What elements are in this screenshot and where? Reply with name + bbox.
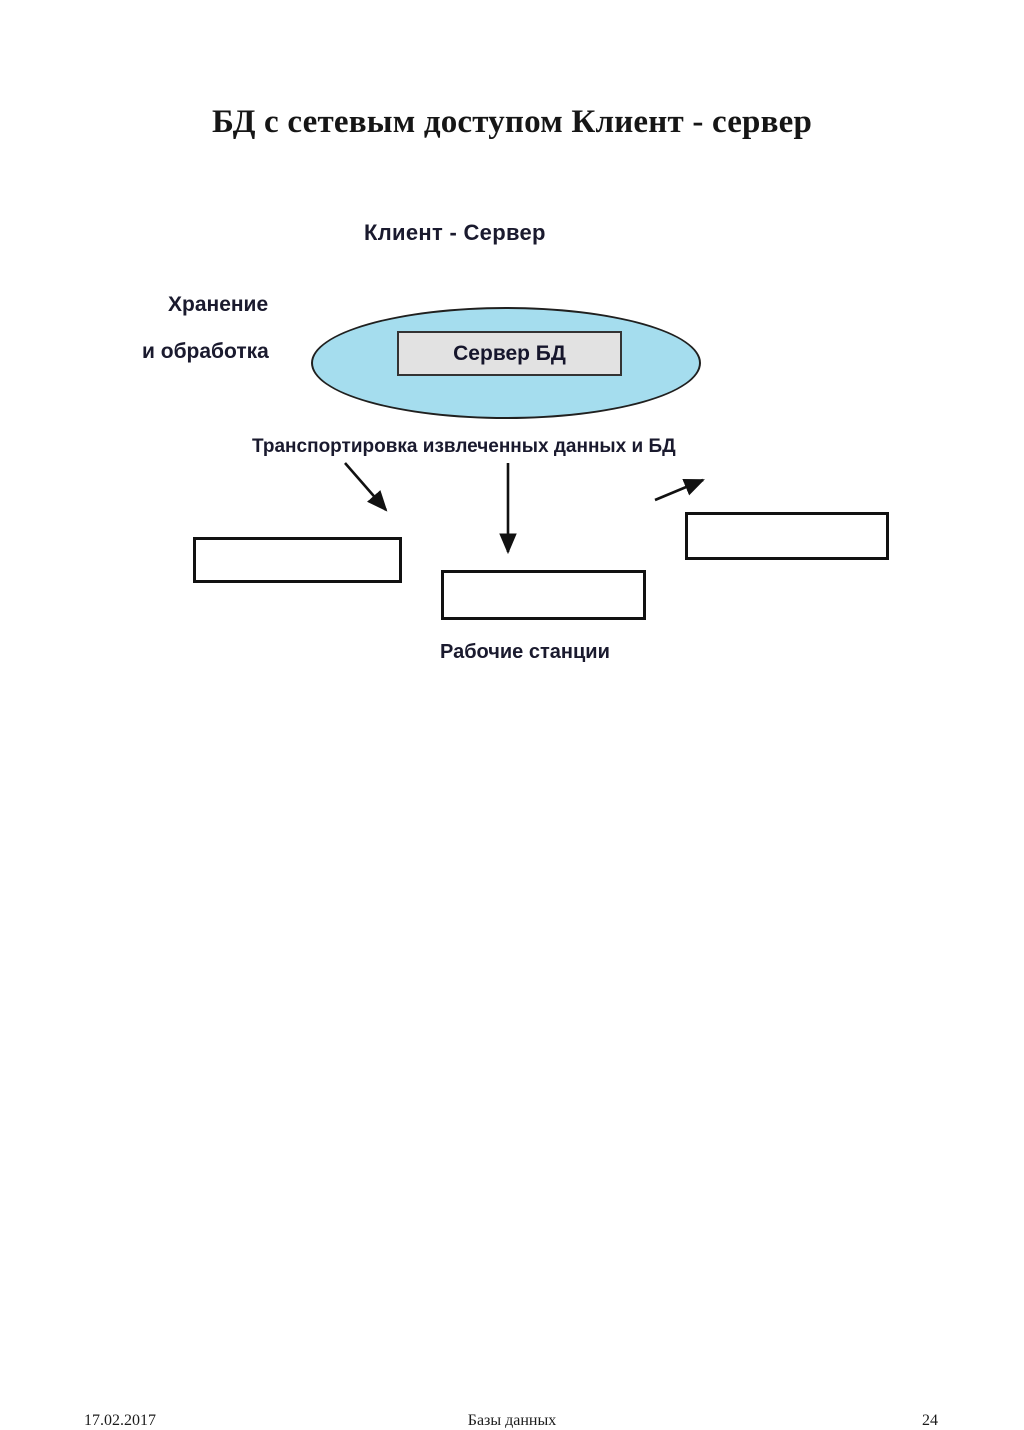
workstation-right	[685, 512, 889, 560]
storage-label-line1: Хранение	[168, 293, 269, 316]
workstations-label: Рабочие станции	[440, 641, 610, 663]
server-db-box	[397, 331, 622, 376]
server-db-label: Сервер БД	[453, 341, 566, 365]
arrow-to-left-workstation	[345, 463, 386, 510]
workstation-center	[441, 570, 646, 620]
diagram-heading: Клиент - Сервер	[364, 220, 546, 245]
footer-date: 17.02.2017	[84, 1412, 156, 1429]
footer-page-number: 24	[922, 1412, 938, 1429]
page-title: БД с сетевым доступом Клиент - сервер	[211, 104, 813, 140]
transport-label: Транспортировка извлеченных данных и БД	[252, 436, 676, 457]
workstation-left	[193, 537, 402, 583]
arrow-to-right-workstation	[655, 480, 703, 500]
slide-footer	[0, 707, 1024, 1429]
footer-center-text: Базы данных	[467, 1412, 557, 1429]
storage-label-line2: и обработка	[142, 340, 269, 363]
